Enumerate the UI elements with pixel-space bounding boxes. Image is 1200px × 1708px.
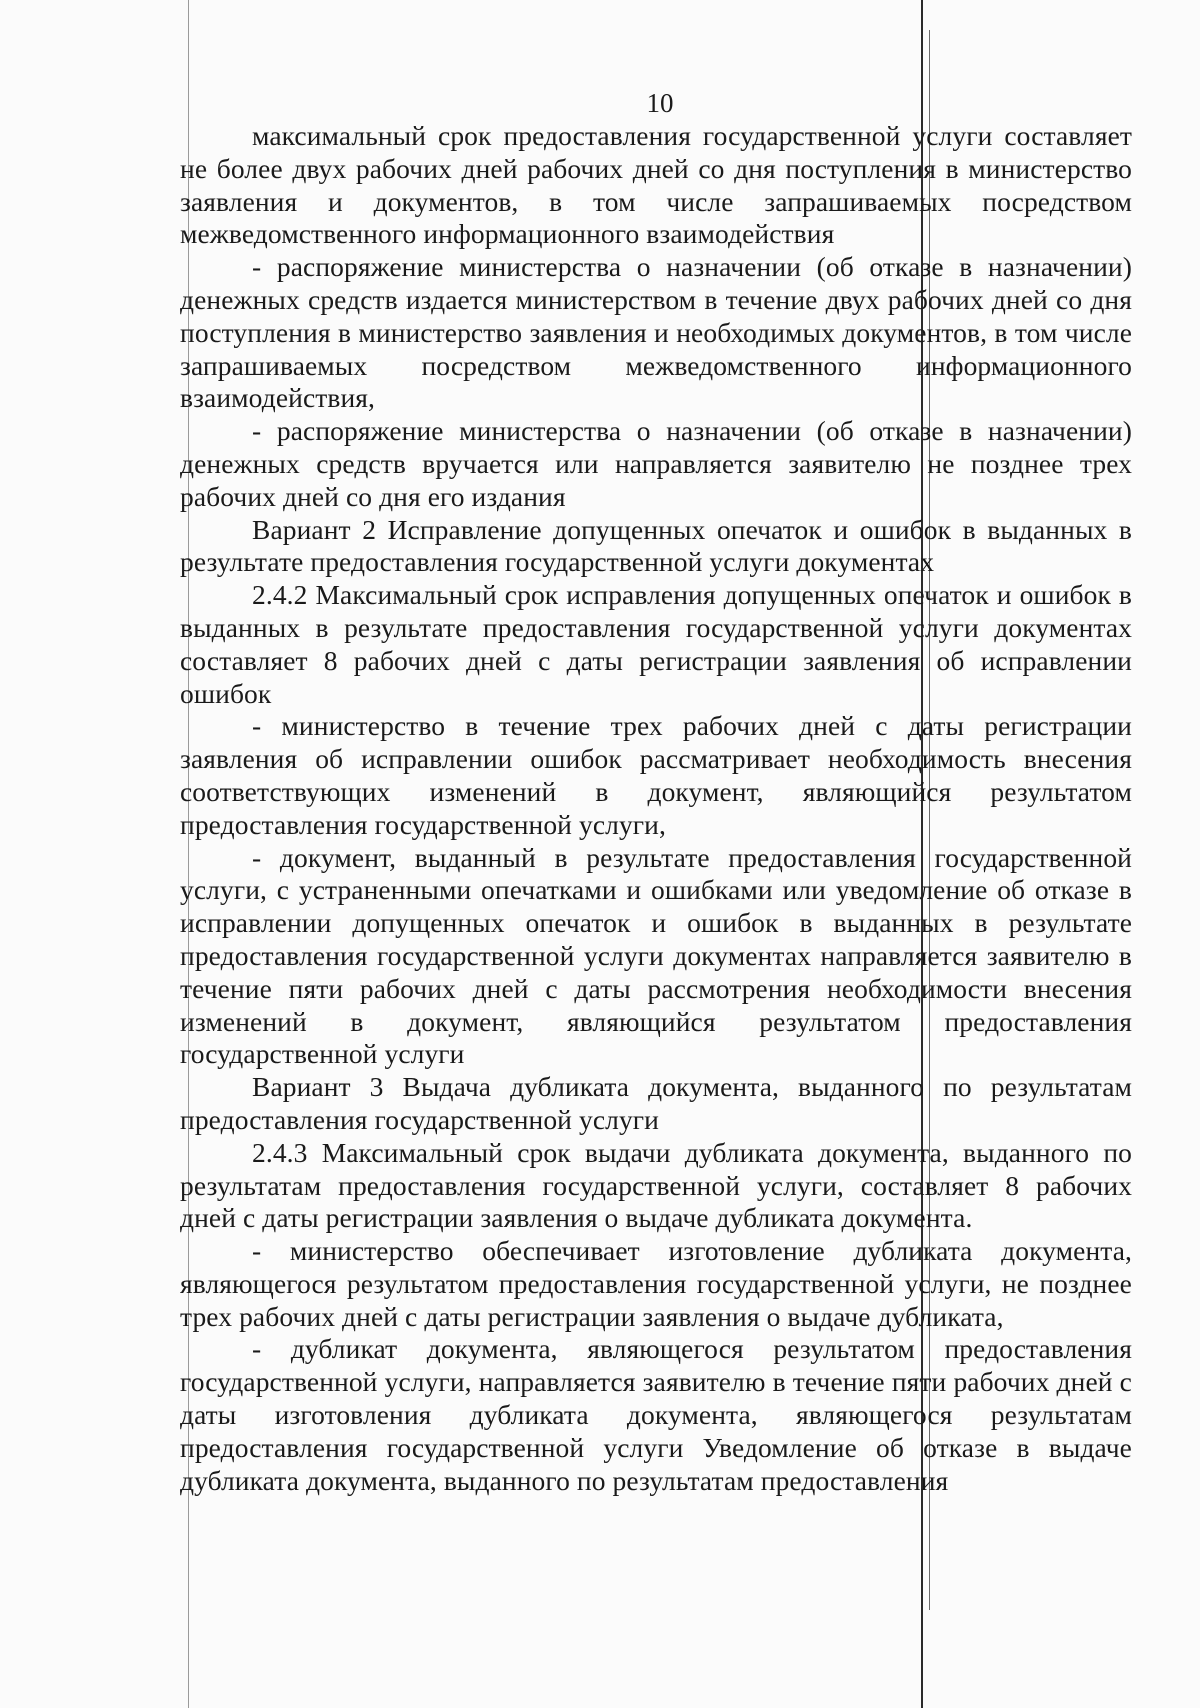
paragraph: - министерство обеспечивает изготовление дубликата документа, являющегося результатом предоставления государственной услуги, не позднее трех рабочих дней с даты регистрации заявления о выдаче дубликата, bbox=[180, 1235, 1132, 1332]
section-heading-variant-2: Вариант 2 Исправление допущенных опечаток и ошибок в выданных в результате предоставления государственной услуги документах bbox=[180, 513, 1132, 578]
section-heading-variant-3: Вариант 3 Выдача дубликата документа, выданного по результатам предоставления государственной услуги bbox=[180, 1071, 1132, 1135]
document-body bbox=[180, 120, 1132, 1497]
paragraph: 2.4.2 Максимальный срок исправления допущенных опечаток и ошибок в выданных в результате предоставления государственной услуги документах составляет 8 рабочих дней с даты регистрации заявления об исправлении ошибок bbox=[180, 579, 1132, 709]
paragraph: - распоряжение министерства о назначении (об отказе в назначении) денежных средств издается министерством в течение двух рабочих дней со дня поступления в министерство заявления и необходимых документов, в том числе запрашиваемых посредством межведомственного информационного взаимодействия, bbox=[180, 251, 1132, 414]
paragraph: - документ, выданный в результате предоставления государственной услуги, с устраненными опечатками и ошибками или уведомление об отказе в исправлении допущенных опечаток и ошибок в выданных в результате предоставления государственной услуги документах направляется заявителю в течение пяти рабочих дней с даты рассмотрения необходимости внесения изменений в документ, являющийся результатом предоставления государственной услуги bbox=[180, 841, 1132, 1070]
page-number: 10 bbox=[646, 88, 674, 118]
paragraph: 2.4.3 Максимальный срок выдачи дубликата документа, выданного по результатам предоставления государственной услуги, составляет 8 рабочих дней с даты регистрации заявления о выдаче дубликата документа. bbox=[180, 1136, 1132, 1234]
paragraph: - дубликат документа, являющегося результатом предоставления государственной услуги, направляется заявителю в течение пяти рабочих дней с даты изготовления дубликата документа, являющегося результатам предоставления государственной услуги Уведомление об отказе в выдаче дубликата документа, выданного по результатам предоставления bbox=[180, 1333, 1132, 1496]
paragraph: максимальный срок предоставления государственной услуги составляет не более двух рабочих дней рабочих дней со дня поступления в министерство заявления и документов, в том числе запрашиваемых посредством межведомственного информационного взаимодействия bbox=[180, 120, 1132, 250]
paragraph: - распоряжение министерства о назначении (об отказе в назначении) денежных средств вручается или направляется заявителю не позднее трех рабочих дней со дня его издания bbox=[180, 415, 1132, 512]
paragraph: - министерство в течение трех рабочих дней с даты регистрации заявления об исправлении ошибок рассматривает необходимость внесения соответствующих изменений в документ, являющийся результатом предоставления государственной услуги, bbox=[180, 710, 1132, 840]
